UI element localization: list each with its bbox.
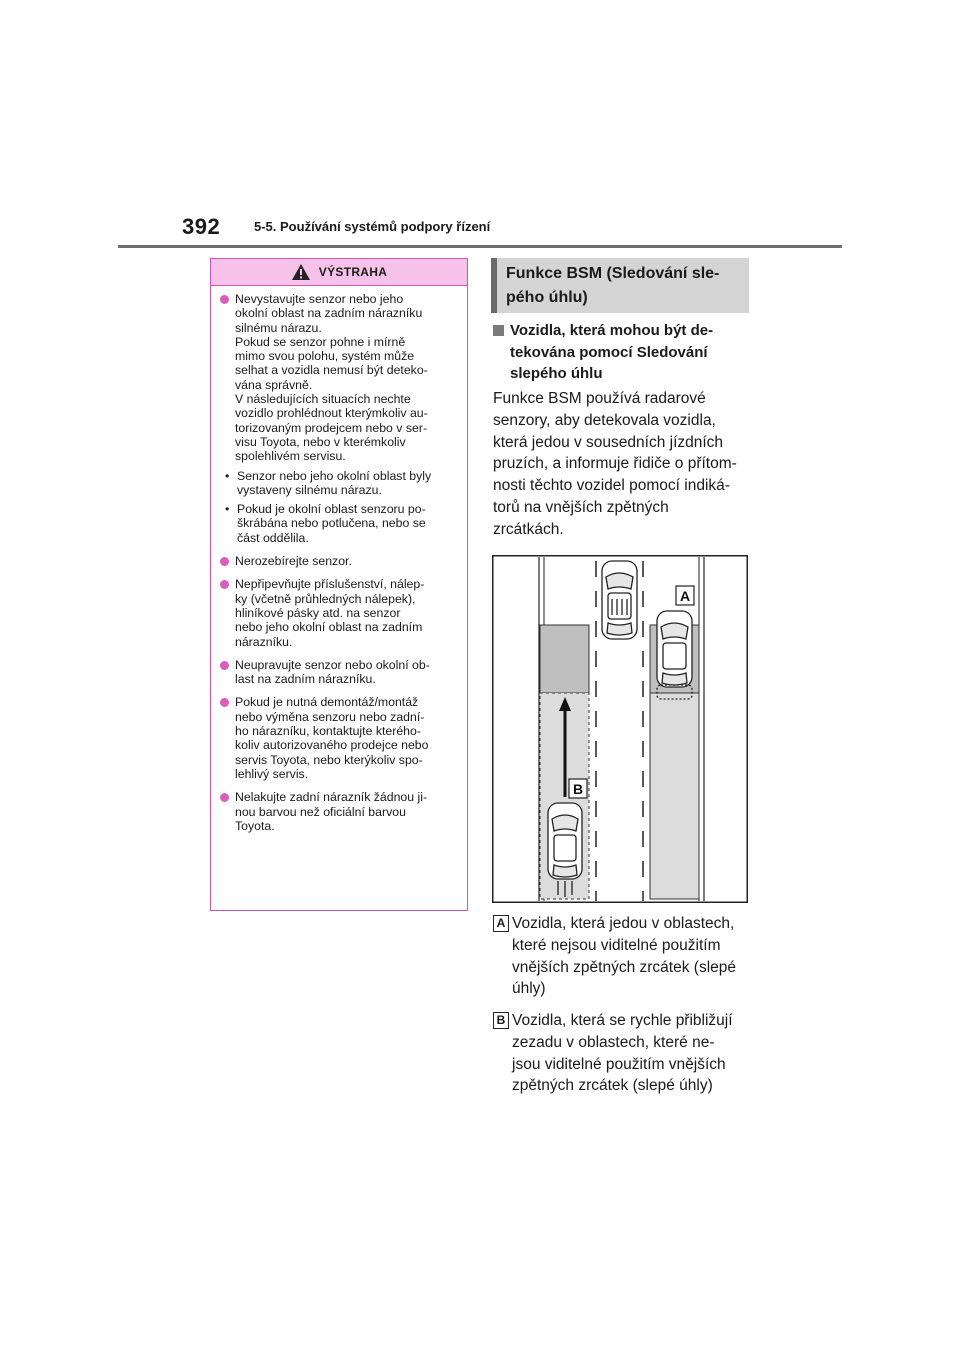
page-number: 392 [182, 214, 221, 239]
legend-item-b [493, 1010, 755, 1097]
bullet-dot-icon [220, 580, 229, 589]
approach-zone-right [650, 693, 699, 899]
label-a: A [679, 588, 691, 604]
blind-spot-left [540, 625, 589, 693]
warning-header [211, 259, 467, 286]
square-bullet-icon [493, 325, 504, 336]
own-vehicle [602, 561, 637, 639]
sub-bullet: • [225, 502, 230, 517]
warning-item-text: Neupravujte senzor nebo okolní ob- last na zadním nárazníku. [235, 657, 430, 687]
section-title: Funkce BSM (Sledování sle- pého úhlu) [491, 258, 749, 313]
warning-item-text: Nelakujte zadní nárazník žádnou ji- nou barvou než oficiální barvou Toyota. [235, 790, 428, 833]
warning-body [211, 286, 467, 833]
subsection-heading [493, 320, 753, 385]
warning-sub-item [219, 502, 459, 545]
bullet-dot-icon [220, 295, 229, 304]
warning-box [210, 258, 468, 911]
bullet-dot-icon [220, 661, 229, 670]
running-header: 5-5. Používání systémů podpory řízení [254, 219, 491, 234]
subsection-heading-text: Vozidla, která mohou být de- tekována pomocí Sledování slepého úhlu [510, 322, 714, 382]
warning-item [219, 695, 459, 781]
vehicle-a [657, 611, 692, 699]
label-b-box [569, 779, 587, 798]
warning-title: VÝSTRAHA [318, 265, 388, 279]
bullet-dot-icon [220, 557, 229, 566]
legend-key-a: A [493, 915, 509, 932]
legend-item-a [493, 913, 755, 1000]
warning-triangle-icon [291, 263, 311, 281]
warning-item [219, 554, 459, 568]
warning-item-text: Pokud je nutná demontáž/montáž nebo výměna senzoru nebo zadní- ho nárazníku, kontaktujte kterého- koliv autorizovaného prodejce nebo servis Toyota, nebo kterýkoliv spo- lehlivý servis. [235, 695, 429, 781]
legend-text-b: Vozidla, která se rychle přibližují zezadu v oblastech, které ne- jsou viditelné použitím vnějších zpětných zrcátek (slepé úhly) [512, 1012, 733, 1095]
warning-item [219, 577, 459, 648]
bsm-diagram [492, 555, 748, 903]
warning-sub-item [219, 469, 459, 498]
label-a-box [676, 586, 694, 605]
legend-key-b: B [493, 1012, 509, 1029]
header-rule [118, 245, 842, 248]
warning-item-text: Nepřipevňujte příslušenství, nálep- ky (včetně průhledných nálepek), hliníkové pásky atd. na senzor nebo jeho okolní oblast na zadním nárazníku. [235, 577, 425, 649]
legend-text-a: Vozidla, která jedou v oblastech, které nejsou viditelné použitím vnějších zpětných zrcátek (slepé úhly) [512, 915, 736, 998]
warning-item [219, 658, 459, 687]
warning-sub-item-text: Pokud je okolní oblast senzoru po- škrábána nebo potlučena, nebo se část oddělila. [237, 502, 426, 545]
bullet-dot-icon [220, 698, 229, 707]
warning-item-text: Nevystavujte senzor nebo jeho okolní oblast na zadním nárazníku silnému nárazu. Pokud se senzor pohne i mírně mimo svou polohu, systém může selhat a vozidla nemusí být deteko- vána správně. V následujících situacích nechte vozidlo prohlédnout kterýmkoliv au- torizovaným prodejcem nebo v ser- visu Toyota, nebo v kterémkoliv spolehlivém servisu. [235, 292, 428, 464]
sub-bullet: • [225, 468, 230, 483]
warning-item [219, 790, 459, 833]
warning-sub-item-text: Senzor nebo jeho okolní oblast byly vystaveny silnému nárazu. [237, 468, 432, 497]
label-b: B [572, 781, 584, 797]
warning-item [219, 292, 459, 464]
warning-item-text: Nerozebírejte senzor. [235, 554, 352, 569]
bullet-dot-icon [220, 793, 229, 802]
body-paragraph: Funkce BSM používá radarové senzory, aby detekovala vozidla, která jedou v sousedních jízdních pruzích, a informuje řidiče o přítom- nosti těchto vozidel pomocí indiká- torů na vnějších zpětných zrcátkách. [493, 390, 737, 538]
